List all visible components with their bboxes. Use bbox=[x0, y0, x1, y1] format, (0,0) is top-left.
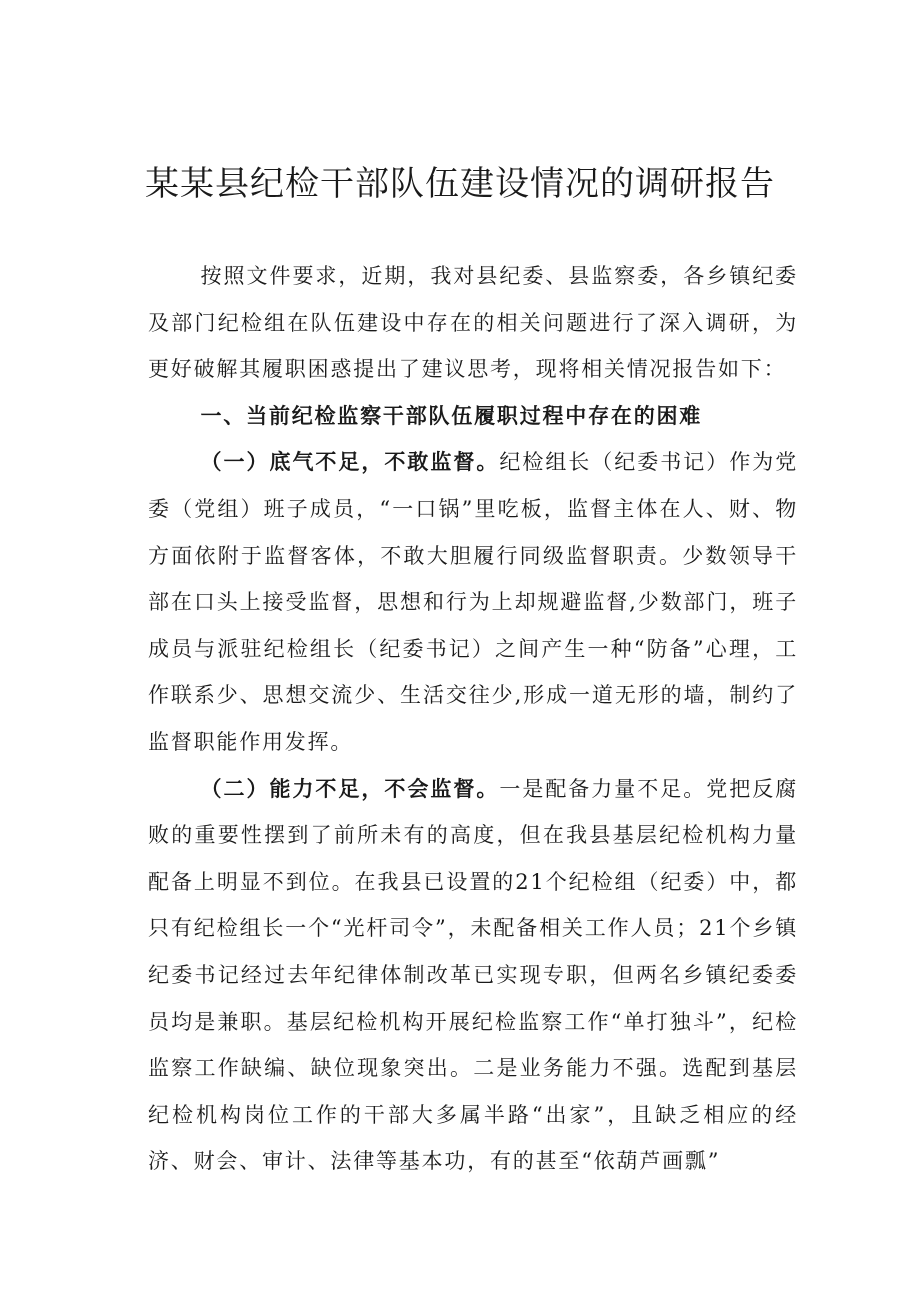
section-heading: 一、当前纪检监察干部队伍履职过程中存在的困难 bbox=[200, 403, 703, 428]
paragraph-item-2 bbox=[148, 766, 798, 1185]
paragraph-item-1 bbox=[148, 439, 798, 765]
item-1-lead: （一）底气不足，不敢监督。 bbox=[200, 449, 500, 475]
document-title: 某某县纪检干部队伍建设情况的调研报告 bbox=[145, 164, 775, 204]
item-2-text: 一是配备力量不足。党把反腐败的重要性摆到了前所未有的高度，但在我县基层纪检机构力量配备上明显不到位。在我县已设置的21个纪检组（纪委）中，都只有纪检组长一个“光杆司令”，未配备相关工作人员；21个乡镇纪委书记经过去年纪律体制改革已实现专职，但两名乡镇纪委委员均是兼职。基层纪检机构开展纪检监察工作“单打独斗”，纪检监察工作缺编、缺位现象突出。二是业务能力不强。选配到基层纪检机构岗位工作的干部大多属半路“出家”，且缺乏相应的经济、财会、审计、法律等基本功，有的甚至“依葫芦画瓢” bbox=[148, 776, 798, 1174]
item-2-lead: （二）能力不足，不会监督。 bbox=[200, 775, 500, 801]
intro-paragraph: 按照文件要求，近期，我对县纪委、县监察委，各乡镇纪委及部门纪检组在队伍建设中存在的相关问题进行了深入调研，为更好破解其履职困惑提出了建议思考，现将相关情况报告如下： bbox=[148, 264, 798, 382]
item-1-text: 纪检组长（纪委书记）作为党委（党组）班子成员，“一口锅”里吃板，监督主体在人、财、物方面依附于监督客体，不敢大胆履行同级监督职责。少数领导干部在口头上接受监督，思想和行为上却规避监督,少数部门，班子成员与派驻纪检组长（纪委书记）之间产生一种“防备”心理，工作联系少、思想交流少、生活交往少,形成一道无形的墙，制约了监督职能作用发挥。 bbox=[148, 450, 798, 754]
document-body bbox=[148, 253, 798, 1185]
